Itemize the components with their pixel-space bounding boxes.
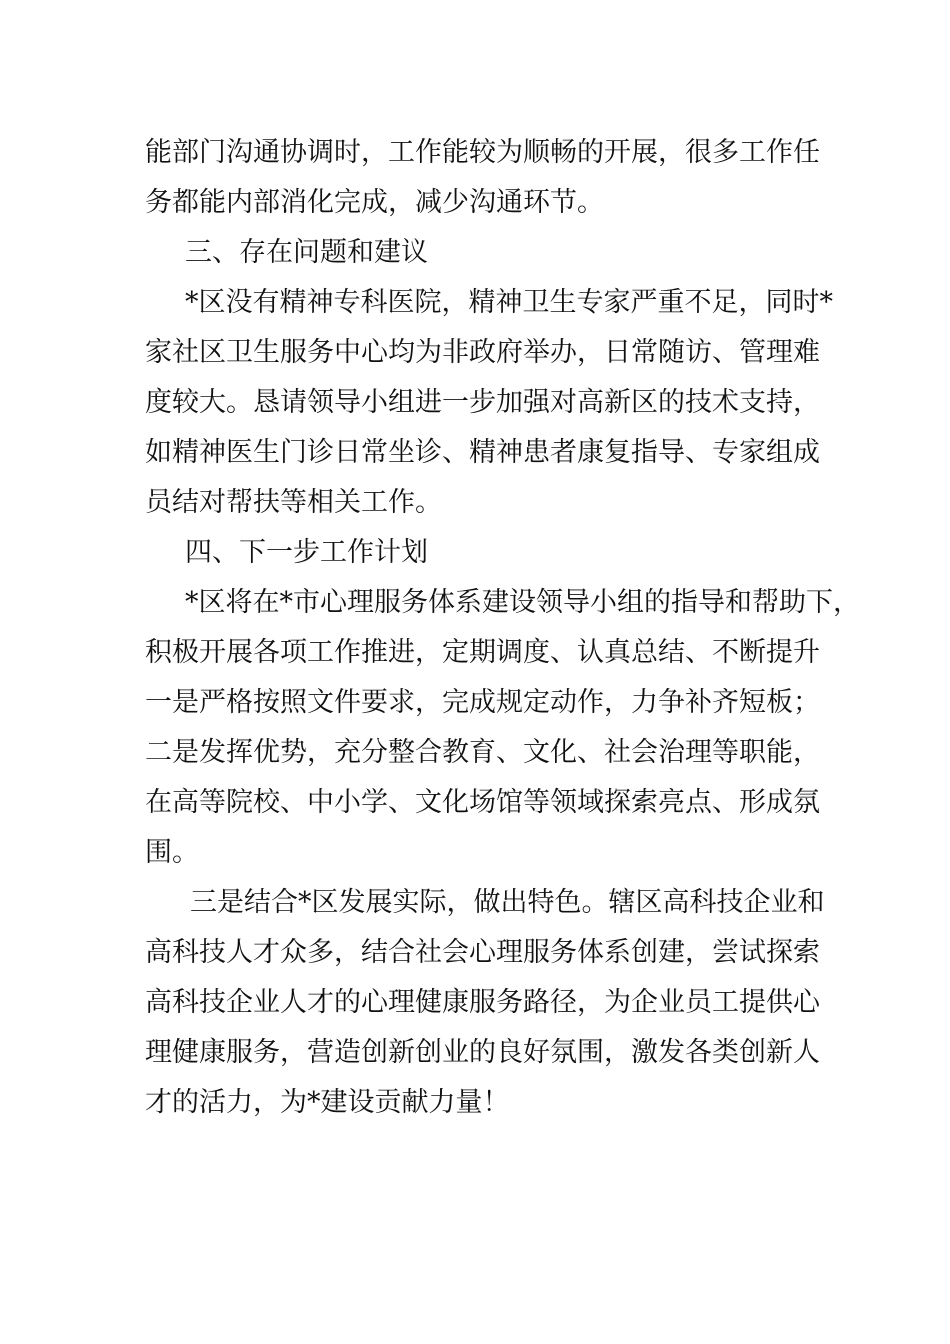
body-line: 度较大。恳请领导小组进一步加强对高新区的技术支持， [145, 387, 820, 418]
document-body [145, 128, 860, 1128]
body-line: 高科技人才众多，结合社会心理服务体系创建，尝试探索 [145, 937, 820, 968]
section-heading: 四、下一步工作计划 [185, 537, 428, 568]
body-line: 二是发挥优势，充分整合教育、文化、社会治理等职能， [145, 737, 820, 768]
body-line: 高科技企业人才的心理健康服务路径，为企业员工提供心 [145, 987, 820, 1018]
body-line: 在高等院校、中小学、文化场馆等领域探索亮点、形成氛 [145, 787, 820, 818]
section-heading: 三、存在问题和建议 [185, 237, 428, 268]
body-line: 才的活力，为*建设贡献力量！ [145, 1087, 510, 1118]
body-line: 理健康服务，营造创新创业的良好氛围，激发各类创新人 [145, 1037, 820, 1068]
body-line: 围。 [145, 837, 199, 868]
body-line: 员结对帮扶等相关工作。 [145, 487, 442, 518]
body-line: 积极开展各项工作推进，定期调度、认真总结、不断提升 [145, 637, 820, 668]
body-line: 一是严格按照文件要求，完成规定动作，力争补齐短板； [145, 687, 820, 718]
body-line: 家社区卫生服务中心均为非政府举办，日常随访、管理难 [145, 337, 820, 368]
body-line: 能部门沟通协调时，工作能较为顺畅的开展，很多工作任 [145, 137, 820, 168]
body-line: 如精神医生门诊日常坐诊、精神患者康复指导、专家组成 [145, 437, 820, 468]
body-line: 三是结合*区发展实际，做出特色。辖区高科技企业和 [190, 887, 825, 918]
body-line: *区没有精神专科医院，精神卫生专家严重不足，同时* [185, 287, 833, 318]
body-line: 务都能内部消化完成，减少沟通环节。 [145, 187, 604, 218]
body-line: *区将在*市心理服务体系建设领导小组的指导和帮助下， [185, 587, 860, 618]
